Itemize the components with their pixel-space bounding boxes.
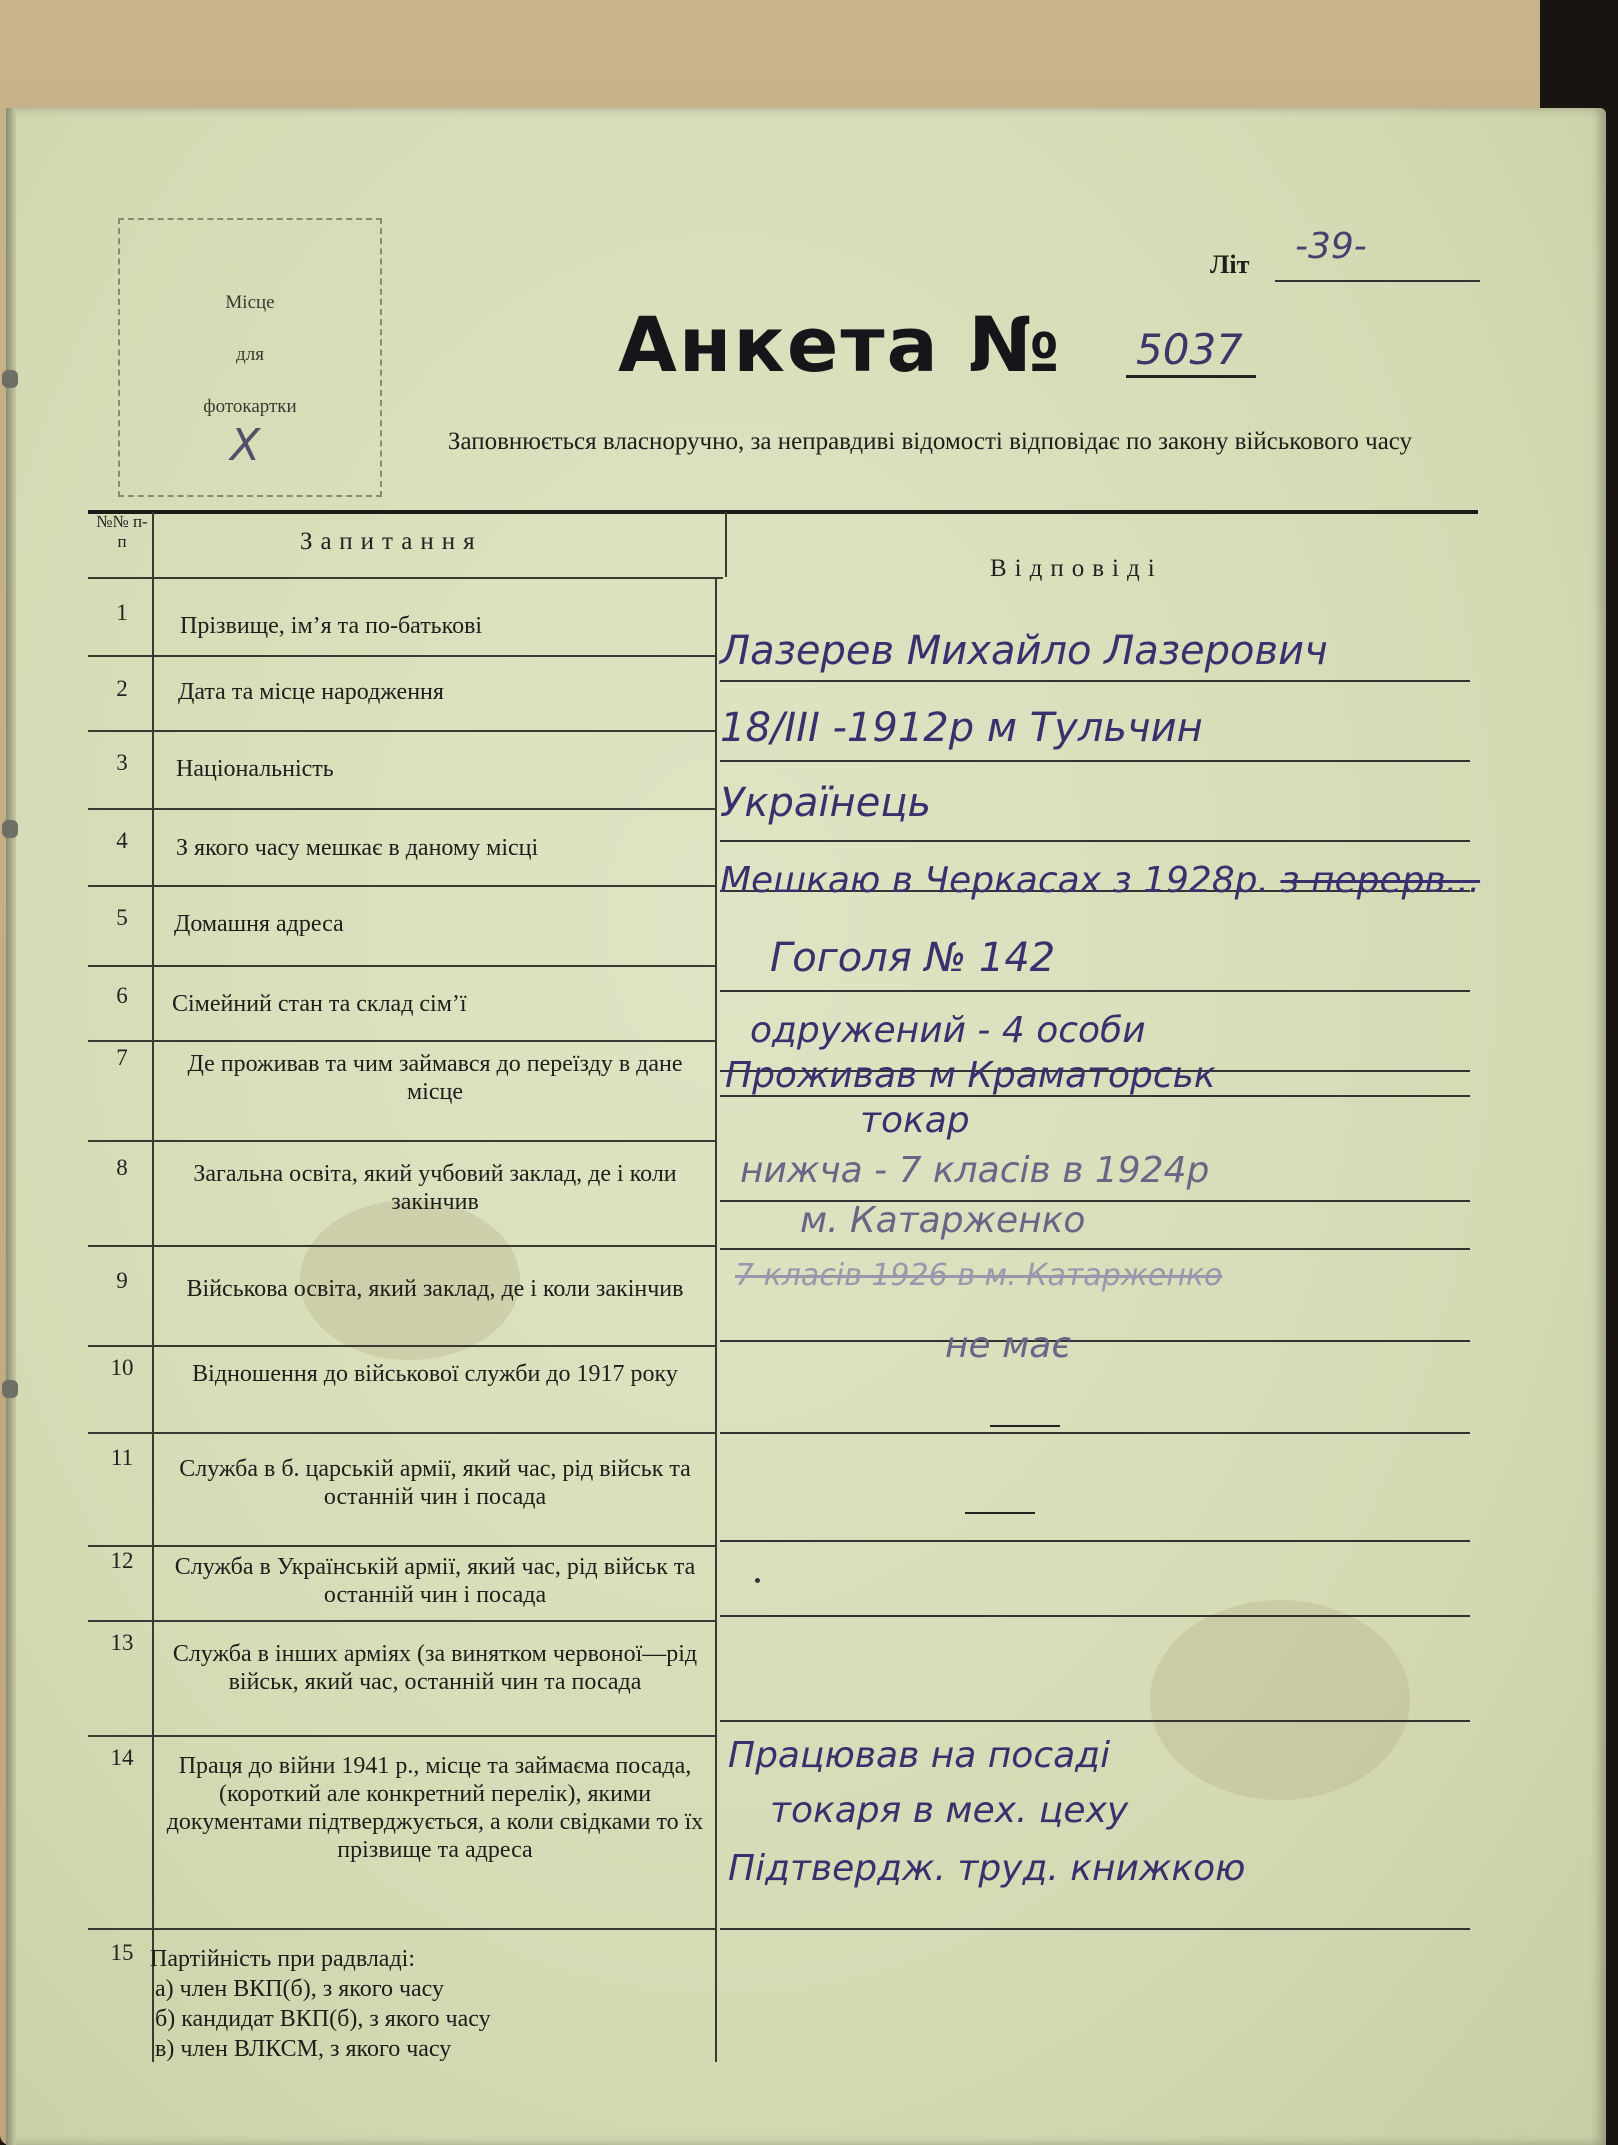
row-answer: 18/III -1912р м Тульчин (720, 705, 1203, 751)
row-answer-line2: токар (860, 1100, 970, 1141)
row-divider (88, 1735, 715, 1737)
row-divider (88, 1245, 715, 1247)
answer-line (720, 1720, 1470, 1722)
header-divider (88, 577, 723, 579)
dash-mark (990, 1425, 1060, 1428)
answer-line (720, 1340, 1470, 1342)
sheet-number: -39- (1295, 226, 1367, 267)
row-question: Служба в інших арміях (за винятком червоної—рід військ, який час, останній чин та посада (172, 1641, 698, 1695)
row-divider (88, 1040, 715, 1042)
row-divider (88, 1345, 715, 1347)
row-subquestion-c: в) член ВЛКСМ, з якого часу (155, 2036, 452, 2062)
dash-mark (965, 1512, 1035, 1515)
photo-label-line1: Місце (225, 292, 275, 313)
row-number: 12 (110, 1548, 134, 1573)
row-question: Партійність при радвладі: (150, 1946, 416, 1972)
answer-line (720, 1248, 1470, 1250)
row-question: Загальна освіта, який учбовий заклад, де і коли закінчив (193, 1161, 677, 1215)
answer-line (720, 990, 1470, 992)
row-answer: Українець (720, 780, 932, 826)
answer-line (720, 1432, 1470, 1434)
binding-hole (2, 820, 18, 838)
row-question: Сімейний стан та склад сім’ї (172, 991, 467, 1017)
table-top-rule (88, 510, 1478, 514)
page-edge (6, 108, 16, 2145)
row-divider (88, 1620, 715, 1622)
row-number: 6 (116, 983, 128, 1008)
row-question: Прізвище, ім’я та по-батькові (180, 613, 483, 639)
row-number: 7 (116, 1045, 128, 1070)
binding-hole (2, 1380, 18, 1398)
row-question: Військова освіта, який заклад, де і коли закінчив (186, 1276, 684, 1302)
photo-mark: X (230, 420, 261, 471)
row-number: 11 (110, 1445, 134, 1470)
row-question: Служба в Українській армії, який час, рід військ та останній чин і посада (174, 1554, 696, 1608)
row-divider (88, 1928, 715, 1930)
row-number: 2 (116, 676, 128, 701)
form-title: Анкета № (618, 300, 1062, 389)
row-divider (88, 965, 715, 967)
row-number: 14 (110, 1745, 134, 1770)
row-divider (88, 808, 715, 810)
row-answer-struck: з перерв... (1280, 860, 1481, 901)
sheet-label: Літ (1210, 250, 1250, 279)
form-number: 5037 (1136, 325, 1243, 374)
row-divider (88, 1432, 715, 1434)
photo-label-line3: фотокартки (203, 396, 297, 417)
column-divider (725, 512, 727, 577)
column-header-question: Запитання (300, 528, 483, 555)
row-answer-line3: Підтвердж. труд. книжкою (728, 1848, 1246, 1889)
row-answer: одружений - 4 особи (750, 1010, 1146, 1051)
row-question: Служба в б. царській армії, який час, рід військ та останній чин і посада (179, 1456, 691, 1510)
answer-line (720, 1615, 1470, 1617)
row-question: Де проживав та чим займався до переїзду в дане місце (187, 1051, 683, 1105)
column-header-answer: Відповіді (990, 555, 1163, 582)
row-number: 5 (116, 905, 128, 930)
photo-placeholder (118, 218, 382, 497)
row-divider (88, 885, 715, 887)
answer-line (720, 680, 1470, 682)
answer-line (720, 760, 1470, 762)
form-instructions: Заповнюється власноручно, за неправдиві відомості відповідає по закону військового часу (447, 428, 1413, 455)
row-answer-line2: токаря в мех. цеху (770, 1790, 1129, 1831)
row-number: 4 (116, 828, 128, 853)
row-number: 13 (110, 1630, 134, 1655)
form-number-line (1126, 375, 1256, 378)
row-number: 15 (110, 1940, 134, 1965)
sheet-line (1275, 280, 1480, 282)
row-answer: Працював на посаді (728, 1735, 1111, 1776)
row-answer (720, 860, 1480, 901)
row-question: Дата та місце народження (178, 679, 444, 705)
row-number: 9 (116, 1268, 128, 1293)
row-divider (88, 1140, 715, 1142)
row-subquestion-a: а) член ВКП(б), з якого часу (155, 1976, 444, 2002)
row-number: 3 (116, 750, 128, 775)
row-answer: нижча - 7 класів в 1924р (740, 1150, 1210, 1191)
binding-hole (2, 370, 18, 388)
row-number: 10 (110, 1355, 134, 1380)
row-answer-line2: м. Катарженко (800, 1200, 1086, 1241)
column-divider (152, 512, 154, 2062)
paper-stain (1150, 1600, 1410, 1800)
row-answer: Гоголя № 142 (770, 935, 1056, 981)
answer-line (720, 1540, 1470, 1542)
column-divider (715, 577, 717, 2062)
answer-line (720, 840, 1470, 842)
row-answer-struck: 7 класів 1926 в м. Катарженко (735, 1258, 1223, 1293)
row-divider (88, 730, 715, 732)
row-answer: Проживав м Краматорськ (725, 1055, 1216, 1096)
column-header-number: №№ п-п (96, 512, 148, 551)
row-number: 8 (116, 1155, 128, 1180)
row-question: З якого часу мешкає в даному місці (176, 835, 539, 861)
photo-label-line2: для (236, 344, 264, 365)
row-answer-line2: не має (945, 1325, 1072, 1366)
ink-dot (755, 1578, 760, 1583)
row-subquestion-b: б) кандидат ВКП(б), з якого часу (155, 2006, 491, 2032)
row-question: Національність (176, 756, 334, 782)
row-answer-text: Мешкаю в Черкасах з 1928р. (720, 860, 1269, 901)
row-divider (88, 1545, 715, 1547)
row-number: 1 (116, 600, 128, 625)
row-question: Праця до війни 1941 р., місце та займаєма посада, (короткий але конкретний перелік), якими документами підтверджується, а коли свідками то їх прізвище та адреса (166, 1753, 704, 1863)
answer-line (720, 1928, 1470, 1930)
row-answer: Лазерев Михайло Лазерович (720, 628, 1328, 674)
row-question: Відношення до військової служби до 1917 року (192, 1361, 678, 1387)
row-question: Домашня адреса (174, 911, 344, 937)
row-divider (88, 655, 715, 657)
